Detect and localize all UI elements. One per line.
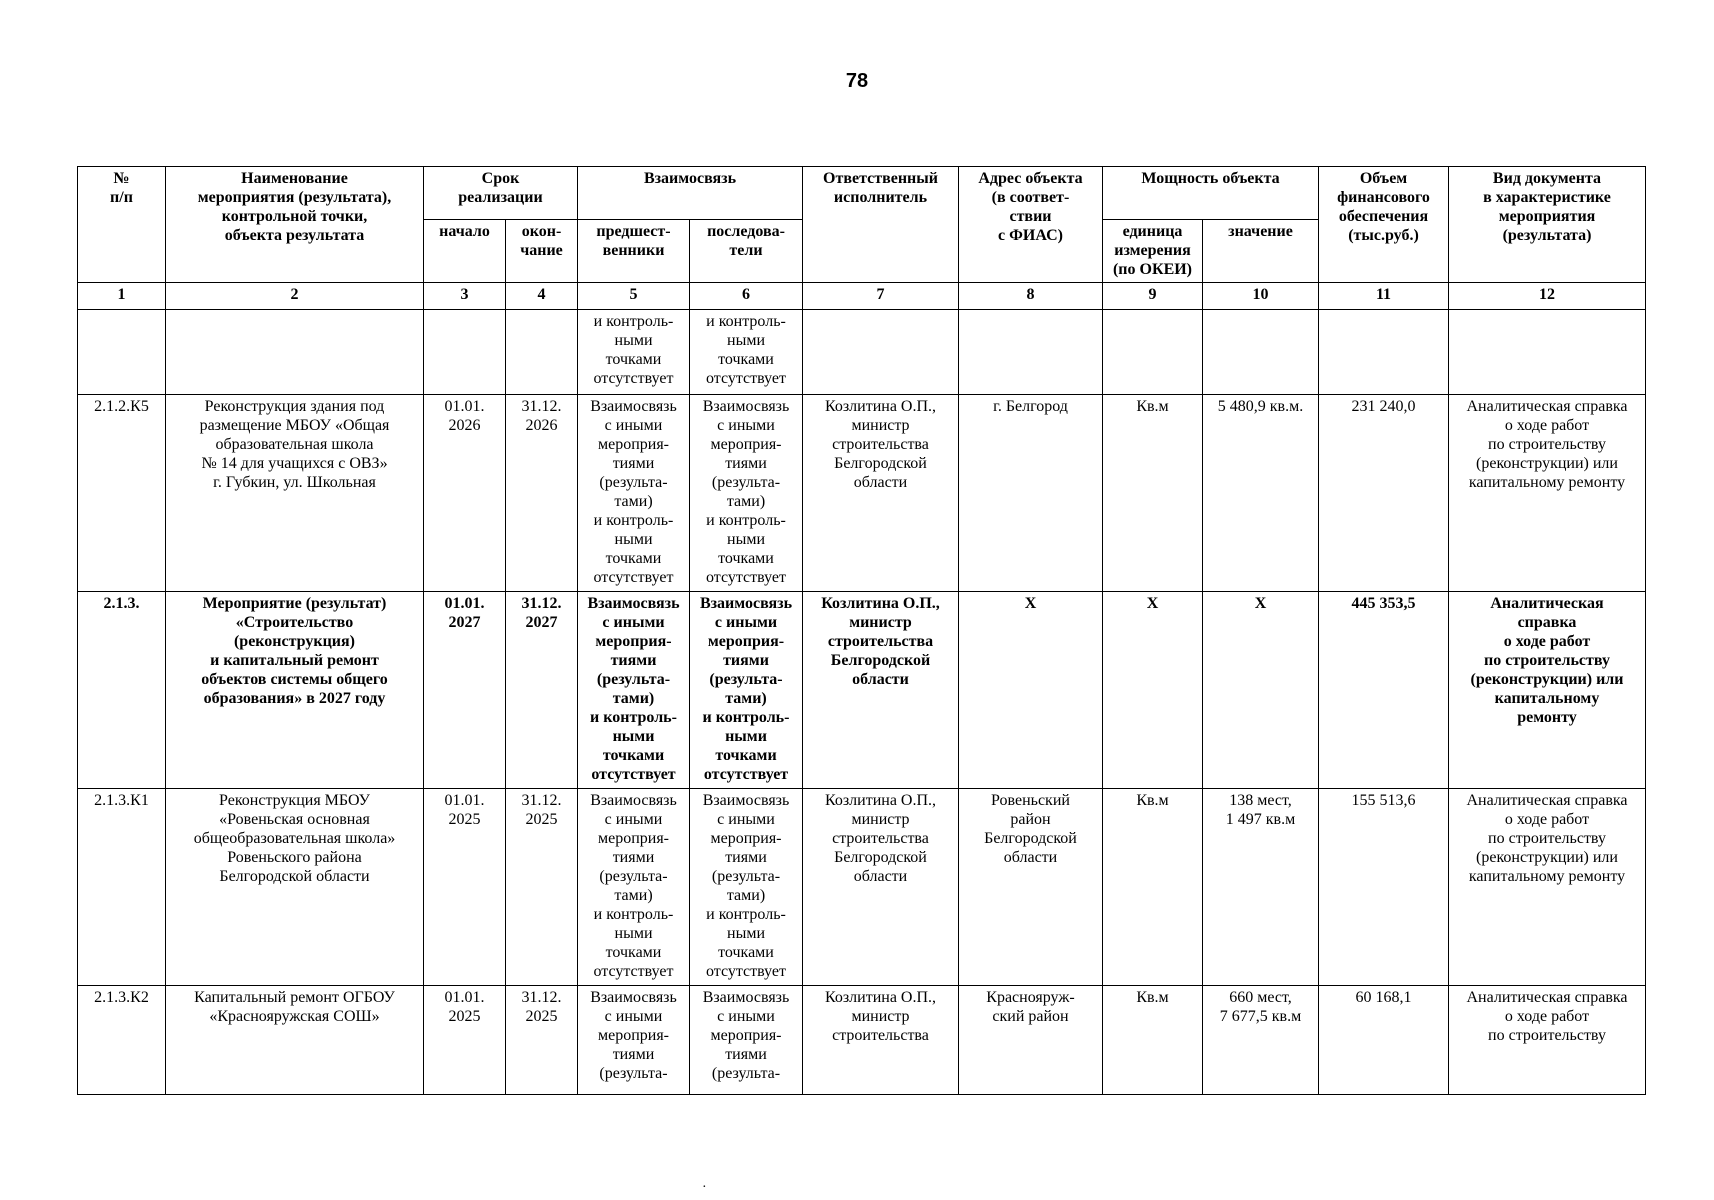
row-address: г. Белгород xyxy=(959,395,1103,592)
row-start-date: 01.01. 2027 xyxy=(424,592,506,789)
table-row xyxy=(78,395,1646,592)
header-address: Адрес объекта (в соответ- ствии с ФИАС) xyxy=(959,167,1103,283)
table-row xyxy=(78,310,1646,395)
table-row xyxy=(78,986,1646,1095)
row-address: Краснояруж- ский район xyxy=(959,986,1103,1095)
row-responsible: Козлитина О.П., министр строительства xyxy=(803,986,959,1095)
row-end-date xyxy=(506,310,578,395)
column-number: 7 xyxy=(803,283,959,310)
header-predecessors: предшест- венники xyxy=(578,220,690,283)
row-name: Реконструкция здания под размещение МБОУ «Общая образовательная школа № 14 для учащихся с ОВЗ» г. Губкин, ул. Школьная xyxy=(166,395,424,592)
column-numbers-row xyxy=(78,283,1646,310)
row-finance: 155 513,6 xyxy=(1319,789,1449,986)
column-number: 6 xyxy=(690,283,803,310)
header-name: Наименование мероприятия (результата), контрольной точки, объекта результата xyxy=(166,167,424,283)
row-document-type: Аналитическая справка о ходе работ по строительству (реконструкции) или капитальному ремонту xyxy=(1449,592,1646,789)
row-responsible: Козлитина О.П., министр строительства Белгородской области xyxy=(803,395,959,592)
header-document-type: Вид документа в характеристике мероприятия (результата) xyxy=(1449,167,1646,283)
row-responsible: Козлитина О.П., министр строительства Белгородской области xyxy=(803,592,959,789)
measures-table xyxy=(77,166,1646,1095)
column-number: 1 xyxy=(78,283,166,310)
row-end-date: 31.12. 2026 xyxy=(506,395,578,592)
row-address: Ровеньский район Белгородской области xyxy=(959,789,1103,986)
row-successors: Взаимосвязь с иными мероприя- тиями (результа- тами) и контроль- ными точками отсутствует xyxy=(690,395,803,592)
row-start-date xyxy=(424,310,506,395)
row-document-type xyxy=(1449,310,1646,395)
row-id: 2.1.2.К5 xyxy=(78,395,166,592)
row-finance: 445 353,5 xyxy=(1319,592,1449,789)
row-document-type: Аналитическая справка о ходе работ по строительству (реконструкции) или капитальному ремонту xyxy=(1449,789,1646,986)
row-end-date: 31.12. 2027 xyxy=(506,592,578,789)
row-end-date: 31.12. 2025 xyxy=(506,789,578,986)
row-predecessors: и контроль- ными точками отсутствует xyxy=(578,310,690,395)
row-name: Реконструкция МБОУ «Ровеньская основная общеобразовательная школа» Ровеньского района Белгородской области xyxy=(166,789,424,986)
column-number: 5 xyxy=(578,283,690,310)
row-finance: 60 168,1 xyxy=(1319,986,1449,1095)
header-value: значение xyxy=(1203,220,1319,283)
row-value: 138 мест, 1 497 кв.м xyxy=(1203,789,1319,986)
column-number: 11 xyxy=(1319,283,1449,310)
header-capacity: Мощность объекта xyxy=(1103,167,1319,220)
page-number: 78 xyxy=(845,70,869,92)
row-unit: Кв.м xyxy=(1103,986,1203,1095)
column-number: 9 xyxy=(1103,283,1203,310)
column-number: 3 xyxy=(424,283,506,310)
row-name: Мероприятие (результат) «Строительство (реконструкция) и капитальный ремонт объектов системы общего образования» в 2027 году xyxy=(166,592,424,789)
row-document-type: Аналитическая справка о ходе работ по строительству xyxy=(1449,986,1646,1095)
header-end: окон- чание xyxy=(506,220,578,283)
header-period: Срок реализации xyxy=(424,167,578,220)
row-unit: Кв.м xyxy=(1103,395,1203,592)
row-start-date: 01.01. 2025 xyxy=(424,986,506,1095)
row-id: 2.1.3.К1 xyxy=(78,789,166,986)
row-id xyxy=(78,310,166,395)
row-end-date: 31.12. 2025 xyxy=(506,986,578,1095)
header-row-1 xyxy=(78,167,1646,220)
scan-artifact-dot: · xyxy=(702,1180,707,1195)
row-responsible: Козлитина О.П., министр строительства Белгородской области xyxy=(803,789,959,986)
row-address xyxy=(959,310,1103,395)
row-finance xyxy=(1319,310,1449,395)
row-address: X xyxy=(959,592,1103,789)
row-finance: 231 240,0 xyxy=(1319,395,1449,592)
row-unit xyxy=(1103,310,1203,395)
row-start-date: 01.01. 2026 xyxy=(424,395,506,592)
row-name xyxy=(166,310,424,395)
header-finance: Объем финансового обеспечения (тыс.руб.) xyxy=(1319,167,1449,283)
header-successors: последова- тели xyxy=(690,220,803,283)
row-successors: Взаимосвязь с иными мероприя- тиями (результа- тами) и контроль- ными точками отсутствует xyxy=(690,592,803,789)
row-predecessors: Взаимосвязь с иными мероприя- тиями (результа- тами) и контроль- ными точками отсутствует xyxy=(578,789,690,986)
row-name: Капитальный ремонт ОГБОУ «Краснояружская СОШ» xyxy=(166,986,424,1095)
row-unit: X xyxy=(1103,592,1203,789)
row-id: 2.1.3.К2 xyxy=(78,986,166,1095)
header-unit: единица измерения (по ОКЕИ) xyxy=(1103,220,1203,283)
row-successors: и контроль- ными точками отсутствует xyxy=(690,310,803,395)
header-start: начало xyxy=(424,220,506,283)
column-number: 8 xyxy=(959,283,1103,310)
row-id: 2.1.3. xyxy=(78,592,166,789)
row-document-type: Аналитическая справка о ходе работ по строительству (реконструкции) или капитальному ремонту xyxy=(1449,395,1646,592)
row-unit: Кв.м xyxy=(1103,789,1203,986)
row-value xyxy=(1203,310,1319,395)
row-responsible xyxy=(803,310,959,395)
row-start-date: 01.01. 2025 xyxy=(424,789,506,986)
row-predecessors: Взаимосвязь с иными мероприя- тиями (результа- тами) и контроль- ными точками отсутствует xyxy=(578,592,690,789)
header-num: № п/п xyxy=(78,167,166,283)
row-value: 5 480,9 кв.м. xyxy=(1203,395,1319,592)
column-number: 2 xyxy=(166,283,424,310)
row-successors: Взаимосвязь с иными мероприя- тиями (результа- xyxy=(690,986,803,1095)
header-responsible: Ответственный исполнитель xyxy=(803,167,959,283)
row-value: 660 мест, 7 677,5 кв.м xyxy=(1203,986,1319,1095)
row-predecessors: Взаимосвязь с иными мероприя- тиями (результа- xyxy=(578,986,690,1095)
row-successors: Взаимосвязь с иными мероприя- тиями (результа- тами) и контроль- ными точками отсутствует xyxy=(690,789,803,986)
row-predecessors: Взаимосвязь с иными мероприя- тиями (результа- тами) и контроль- ными точками отсутствует xyxy=(578,395,690,592)
row-value: X xyxy=(1203,592,1319,789)
column-number: 10 xyxy=(1203,283,1319,310)
column-number: 12 xyxy=(1449,283,1646,310)
table-row xyxy=(78,592,1646,789)
table-row xyxy=(78,789,1646,986)
column-number: 4 xyxy=(506,283,578,310)
header-relationship: Взаимосвязь xyxy=(578,167,803,220)
